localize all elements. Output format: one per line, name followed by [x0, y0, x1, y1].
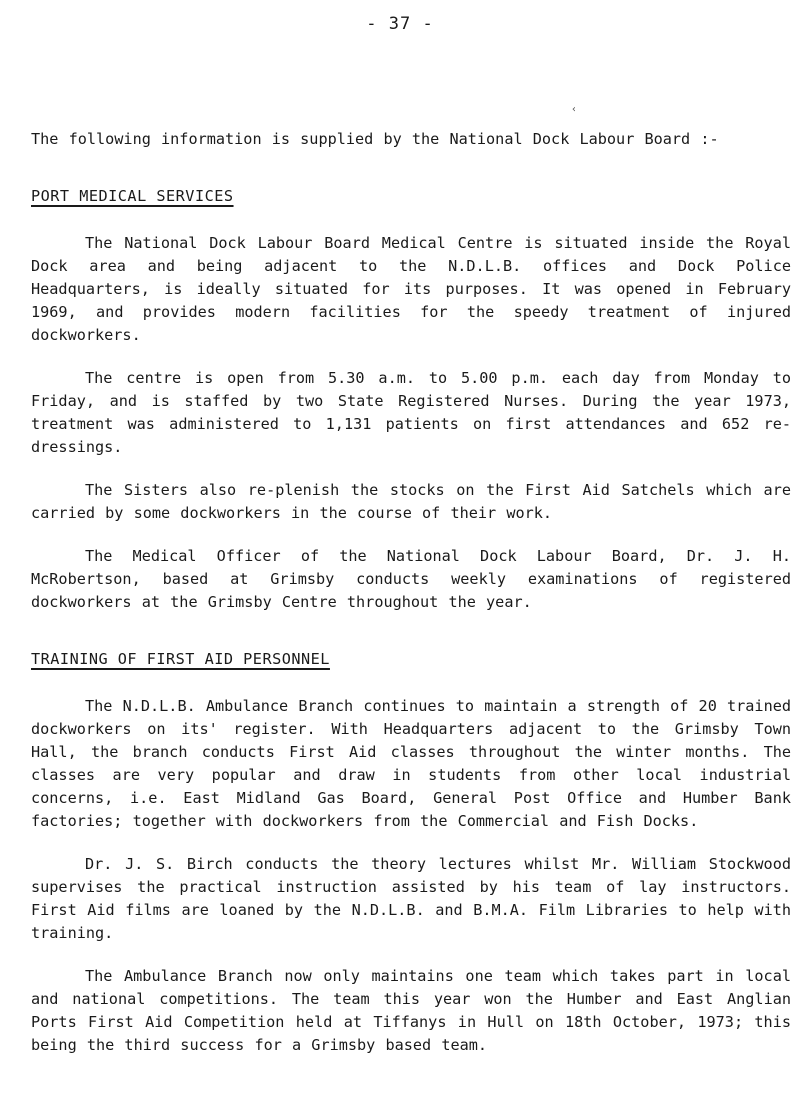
- page-number: - 37 -: [366, 14, 434, 34]
- paragraph: The Sisters also re-plenish the stocks on the First Aid Satchels which are carried by some dockworkers in the course of their work.: [31, 481, 791, 522]
- section-port-medical-services: [31, 185, 791, 614]
- intro-paragraph: The following information is supplied by the National Dock Labour Board :-: [31, 130, 719, 148]
- paragraph: The National Dock Labour Board Medical Centre is situated inside the Royal Dock area and being adjacent to the N.D.L.B. offices and Dock Police Headquarters, is ideally situated for its purposes. It was opened in February 1969, and provides modern facilities for the speedy treatment of injured dockworkers.: [31, 234, 791, 344]
- paragraph: Dr. J. S. Birch conducts the theory lectures whilst Mr. William Stockwood supervises the practical instruction assisted by his team of lay instructors. First Aid films are loaned by the N.D.L.B. and B.M.A. Film Libraries to help with training.: [31, 855, 791, 942]
- paragraph: The Ambulance Branch now only maintains one team which takes part in local and national competitions. The team this year won the Humber and East Anglian Ports First Aid Competition held at Tiffanys in Hull on 18th October, 1973; this being the third success for a Grimsby based team.: [31, 967, 791, 1054]
- document-body: [31, 128, 791, 1057]
- paragraph: The Medical Officer of the National Dock Labour Board, Dr. J. H. McRobertson, based at Grimsby conducts weekly examinations of registered dockworkers at the Grimsby Centre throughout the year.: [31, 547, 791, 611]
- stray-mark: ‹: [571, 104, 578, 115]
- paragraph: The N.D.L.B. Ambulance Branch continues to maintain a strength of 20 trained dockworkers on its' register. With Headquarters adjacent to the Grimsby Town Hall, the branch conducts First Aid classes throughout the winter months. The classes are very popular and draw in students from other local industrial concerns, i.e. East Midland Gas Board, General Post Office and Humber Bank factories; together with dockworkers from the Commercial and Fish Docks.: [31, 697, 791, 830]
- section-heading: PORT MEDICAL SERVICES: [31, 187, 234, 205]
- paragraph: The centre is open from 5.30 a.m. to 5.00 p.m. each day from Monday to Friday, and is staffed by two State Registered Nurses. During the year 1973, treatment was administered to 1,131 patients on first attendances and 652 re-dressings.: [31, 369, 791, 456]
- section-heading: TRAINING OF FIRST AID PERSONNEL: [31, 650, 330, 668]
- section-training-first-aid: [31, 648, 791, 1057]
